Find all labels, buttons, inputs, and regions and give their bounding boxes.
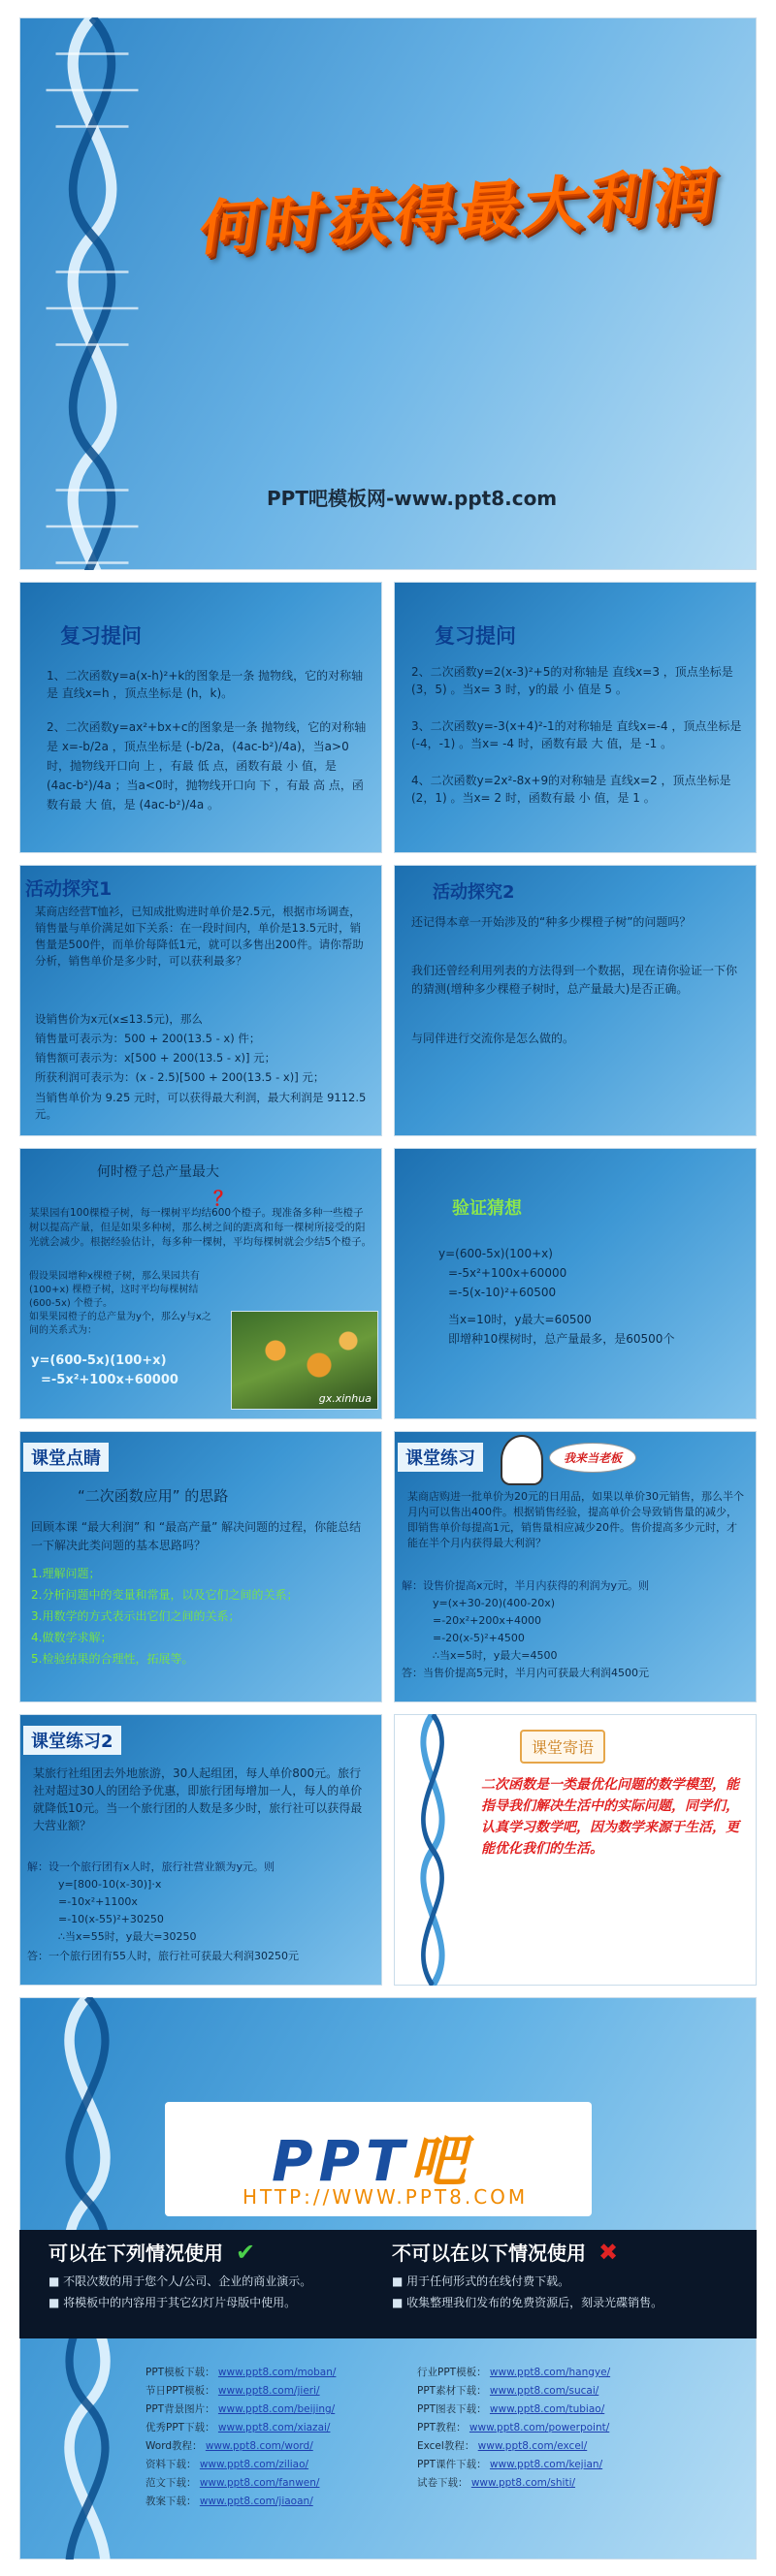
links-right [417,2364,708,2493]
solution-line-1: 解：设一个旅行团有x人时，旅行社营业额为y元。则 [27,1860,275,1873]
step-5: 当销售单价为 9.25 元时，可以获得最大利润，最大利润是 9112.5 元。 [35,1091,367,1121]
slide-end [19,1997,757,2560]
slide-heading: 复习提问 [60,624,142,648]
slide-review-1 [19,582,382,853]
max-value: 当x=10时，y最大=60500 [448,1313,592,1326]
link-row[interactable]: Excel教程： www.ppt8.com/excel/ [417,2440,588,2452]
link-row[interactable]: 范文下载： www.ppt8.com/fanwen/ [146,2477,320,2489]
link-row[interactable]: PPT素材下载： www.ppt8.com/sucai/ [417,2385,599,2397]
solution-line-1: 解：设售价提高x元时，半月内获得的利润为y元。则 [402,1579,650,1592]
cross-icon: ✖ [598,2239,619,2266]
slide-review-2 [394,582,757,853]
callout-bubble: 我来当老板 [549,1443,636,1473]
step-1: 设销售价为x元(x≤13.5元)，那么 [35,1012,203,1026]
link-row[interactable]: 试卷下载： www.ppt8.com/shiti/ [417,2477,576,2489]
step-2: 2.分析问题中的变量和常量，以及它们之间的关系； [31,1588,299,1602]
link-row[interactable]: Word教程： www.ppt8.com/word/ [146,2440,313,2452]
check-icon: ✔ [235,2239,256,2266]
assumption-text: 假设果园增种x棵橙子树，那么果园共有 (100+x) 棵橙子树，这时平均每棵树结 (600-5x) 个橙子。 [29,1271,200,1309]
problem-text: 某旅行社组团去外地旅游，30人起组团，每人单价800元。旅行社对超过30人的团给予优惠，即旅行团每增加一人，每人的单价就降低10元。当一个旅行团的人数是多少时，旅行社可以获得最大营业额？ [33,1766,363,1832]
solution-line-4: =-10(x-55)²+30250 [58,1913,164,1925]
allowed-item-1: ■ 不限次数的用于您个人/公司、企业的商业演示。 [48,2274,312,2288]
forbidden-title: 不可以在以下情况使用 ✖ [392,2239,619,2266]
slide-practice-2 [19,1714,382,1986]
link-row[interactable]: 行业PPT模板： www.ppt8.com/hangye/ [417,2367,611,2378]
links-left [146,2364,436,2511]
slide-heading: 活动探究2 [433,882,515,903]
formula-3: =-5(x-10)²+60500 [448,1286,557,1299]
orange-tree-photo [231,1311,378,1410]
formula-2: =-5x²+100x+60000 [41,1373,178,1387]
slide-heading: 何时橙子总产量最大 [97,1164,219,1180]
link-row[interactable]: PPT模板下载： www.ppt8.com/moban/ [146,2367,337,2378]
usage-banner [19,2230,757,2338]
step-5: 5.检验结果的合理性，拓展等。 [31,1652,194,1666]
slide-heading: 课堂点睛 [23,1443,109,1472]
link-row[interactable]: 教案下载： www.ppt8.com/jiaoan/ [146,2496,313,2507]
problem-text: 某果园有100棵橙子树，每一棵树平均结600个橙子。现准备多种一些橙子树以提高产量，但是如果多种树，那么树之间的距离和每一棵树所接受的阳光就会减少。根据经验估计，每多种一棵树，平均每棵树就会少结5个橙子。 [29,1207,372,1248]
slide-key-points [19,1431,382,1702]
slide-heading: 课堂练习2 [23,1726,121,1755]
logo-ppt: PPT [272,2128,410,2194]
answer-line: 答：一个旅行团有55人时，旅行社可获最大利润30250元 [27,1950,299,1962]
logo-url: HTTP://WWW.PPT8.COM [242,2185,529,2209]
link-row[interactable]: 资料下载： www.ppt8.com/ziliao/ [146,2459,309,2470]
allowed-title: 可以在下列情况使用 ✔ [48,2239,256,2266]
forbidden-item-1: ■ 用于任何形式的在线付费下载。 [392,2274,570,2288]
question-2: 2、二次函数y=2(x-3)²+5的对称轴是 直线x=3 ，顶点坐标是 (3，5) 。当x= 3 时，y的最 小 值是 5 。 [411,665,733,696]
dna-helix-icon [19,17,165,570]
photo-caption: gx.xinhua [318,1392,372,1405]
relation-text: 如果果园橙子的总产量为y个，那么y与x之间的关系式为： [29,1312,211,1336]
forbidden-item-2: ■ 收集整理我们发布的免费资源后，刻录光碟销售。 [392,2296,663,2309]
solution-line-2: y=[800-10(x-30)]·x [58,1878,162,1891]
link-row[interactable]: PPT课件下载： www.ppt8.com/kejian/ [417,2459,603,2470]
formula-2: =-5x²+100x+60000 [448,1266,567,1280]
conclusion: 即增种10棵树时，总产量最多，是60500个 [448,1332,675,1346]
slide-heading: 验证猜想 [452,1198,522,1219]
link-row[interactable]: PPT背景图片： www.ppt8.com/beijing/ [146,2403,336,2415]
slide-heading: 复习提问 [435,624,516,648]
step-3: 销售额可表示为：x[500 + 200(13.5 - x)] 元； [35,1051,276,1065]
question-1: 1、二次函数y=a(x-h)²+k的图象是一条 抛物线，它的对称轴是 直线x=h ，顶点坐标是 (h，k)。 [47,669,364,700]
slide-message [394,1714,757,1986]
solution-line-5: ∴当x=55时，y最大=30250 [58,1930,197,1943]
slide-orange-problem [19,1148,382,1419]
point-1: 还记得本章一开始涉及的“种多少棵橙子树”的问题吗？ [411,915,692,929]
point-3: 与同伴进行交流你是怎么做的。 [411,1032,575,1045]
formula-1: y=(600-5x)(100+x) [438,1247,553,1260]
problem-text: 某商店经营T恤衫，已知成批购进时单价是2.5元，根据市场调查，销售量与单价满足如下关系：在一段时间内，单价是13.5元时，销售量是500件，而单价每降低1元，就可以多售出200件。请你帮助分析，销售单价是多少时，可以获利最多？ [35,905,364,968]
logo-kanji: 吧 [409,2128,472,2194]
slide-title [19,17,757,570]
teacher-cartoon-icon [501,1435,543,1485]
slide-subtitle: “二次函数应用” 的思路 [78,1487,229,1505]
dna-helix-icon [394,1714,471,1986]
point-2: 我们还曾经利用列表的方法得到一个数据，现在请你验证一下你的猜测(增种多少棵橙子树时，总产量最大)是否正确。 [411,964,738,996]
step-1: 1.理解问题； [31,1567,101,1580]
link-row[interactable]: 优秀PPT下载： www.ppt8.com/xiazai/ [146,2422,331,2433]
message-text: 二次函数是一类最优化问题的数学模型，能指导我们解决生活中的实际问题，同学们，认真学习数学吧，因为数学来源于生活，更能优化我们的生活。 [481,1777,739,1857]
slide-title-text: 何时获得最大利润 [194,157,724,265]
link-row[interactable]: 节日PPT模板： www.ppt8.com/jieri/ [146,2385,320,2397]
slide-tag: 课堂寄语 [520,1730,605,1764]
solution-line-5: ∴当x=5时，y最大=4500 [433,1649,558,1662]
slide-activity-2 [394,865,757,1136]
slide-heading: 活动探究1 [25,878,113,900]
link-row[interactable]: PPT图表下载： www.ppt8.com/tubiao/ [417,2403,605,2415]
solution-line-3: =-10x²+1100x [58,1895,138,1908]
allowed-item-2: ■ 将模板中的内容用于其它幻灯片母版中使用。 [48,2296,297,2309]
slide-subtitle: PPT吧模板网-www.ppt8.com [267,487,558,510]
slide-practice-1 [394,1431,757,1702]
question-3: 3、二次函数y=-3(x+4)²-1的对称轴是 直线x=-4 ，顶点坐标是 (-4，-1) 。当x= -4 时，函数有最 大 值，是 -1 。 [411,719,742,750]
question-2: 2、二次函数y=ax²+bx+c的图象是一条 抛物线，它的对称轴是 x=-b/2a ，顶点坐标是 (-b/2a，(4ac-b²)/4a)，当a>0时，抛物线开口向 上 ，有最 低 点，函数有最 小 值，是 (4ac-b²)/4a ；当a<0时，抛物线开口向 下 ，有最 高 点，函数有最 大 值，是 (4ac-b²)/4a 。 [47,720,367,811]
step-2: 销售量可表示为：500 + 200(13.5 - x) 件； [35,1032,261,1045]
question-4: 4、二次函数y=2x²-8x+9的对称轴是 直线x=2 ，顶点坐标是 (2，1) 。当x= 2 时，函数有最 小 值，是 1 。 [411,774,731,805]
logo-card [165,2102,592,2216]
problem-text: 某商店购进一批单价为20元的日用品，如果以单价30元销售，那么半个月内可以售出400件。根据销售经验，提高单价会导致销售量的减少，即销售单价每提高1元，销售量相应减少20件。售价提高多少元时，才能在半个月内获得最大利润？ [407,1490,744,1549]
solution-line-4: =-20(x-5)²+4500 [433,1632,525,1644]
step-3: 3.用数学的方式表示出它们之间的关系； [31,1609,241,1623]
solution-line-2: y=(x+30-20)(400-20x) [433,1597,556,1609]
question-mark-icon: ？ [213,1187,233,1210]
formula-1: y=(600-5x)(100+x) [31,1353,167,1368]
step-4: 4.做数学求解； [31,1631,113,1644]
link-row[interactable]: PPT教程： www.ppt8.com/powerpoint/ [417,2422,610,2433]
slide-heading: 课堂练习 [398,1443,483,1472]
slide-activity-1 [19,865,382,1136]
intro-text: 回顾本课 “最大利润” 和 “最高产量” 解决问题的过程，你能总结一下解决此类问题的基本思路吗？ [31,1520,362,1552]
step-4: 所获利润可表示为：(x - 2.5)[500 + 200(13.5 - x)] 元； [35,1070,325,1084]
solution-line-3: =-20x²+200x+4000 [433,1614,542,1627]
answer-line: 答：当售价提高5元时，半月内可获最大利润4500元 [402,1667,649,1679]
slide-verify [394,1148,757,1419]
